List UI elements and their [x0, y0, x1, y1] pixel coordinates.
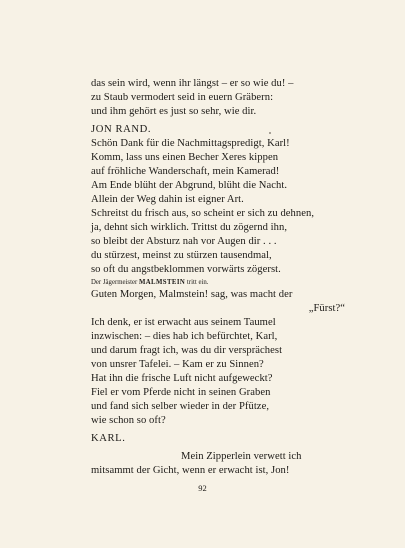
stage-direction-name: MALMSTEIN [138, 279, 186, 286]
verse-line: du stürzest, meinst zu stürzen tausendmal, [91, 250, 272, 261]
page-number: 92 [198, 483, 207, 493]
verse-line: wie schon so oft? [91, 415, 166, 426]
verse-line: ja, dehnt sich wirklich. Trittst du zögernd ihn, [91, 222, 288, 233]
verse-line: Ich denk, er ist erwacht aus seinem Taumel [91, 317, 276, 328]
page-text [91, 77, 353, 478]
stage-direction-prefix: Der Jägermeister [91, 279, 138, 286]
verse-line: so bleibt der Absturz nah vor Augen dir . . . [91, 236, 277, 247]
verse-line: Schreitst du frisch aus, so scheint er sich zu dehnen, [91, 208, 315, 219]
verse-line: das sein wird, wenn ihr längst – er so wie du! – [91, 78, 294, 89]
verse-line: Fiel er vom Pferde nicht in seinen Graben [91, 387, 271, 398]
verse-line: und darum fragt ich, was du dir versprächest [91, 345, 283, 356]
verse-line: mitsammt der Gicht, wenn er erwacht ist, Jon! [91, 465, 290, 476]
verse-line: Hat ihn die frische Luft nicht aufgeweckt? [91, 373, 273, 384]
verse-line: Mein Zipperlein verwett ich [181, 451, 302, 462]
verse-line: und fand sich selber wieder in der Pfütze, [91, 401, 270, 412]
verse-line: „Fürst?“ [308, 303, 345, 314]
verse-line: Guten Morgen, Malmstein! sag, was macht der [91, 289, 293, 300]
speaker-karl: KARL. [91, 433, 126, 444]
speaker-jon-rand: JON RAND. [91, 124, 152, 135]
verse-line: und ihm gehört es just so sehr, wie dir. [91, 106, 257, 117]
verse-line: Komm, lass uns einen Becher Xeres kippen [91, 152, 279, 163]
verse-line: so oft du angstbeklommen vorwärts zögerst. [91, 264, 281, 275]
verse-line: Am Ende blüht der Abgrund, blüht die Nacht. [91, 180, 288, 191]
verse-line: Schön Dank für die Nachmittagspredigt, Karl! [91, 138, 290, 149]
verse-line: zu Staub vermodert seid in euern Gräbern: [91, 92, 274, 103]
verse-line: inzwischen: – dies hab ich befürchtet, Karl, [91, 331, 278, 342]
verse-line: von unsrer Tafelei. – Kam er zu Sinnen? [91, 359, 264, 370]
verse-line: Allein der Weg dahin ist eigner Art. [91, 194, 244, 205]
stage-direction [91, 278, 353, 288]
stage-direction-suffix: tritt ein. [186, 279, 209, 286]
verse-line: auf fröhliche Wanderschaft, mein Kamerad! [91, 166, 280, 177]
